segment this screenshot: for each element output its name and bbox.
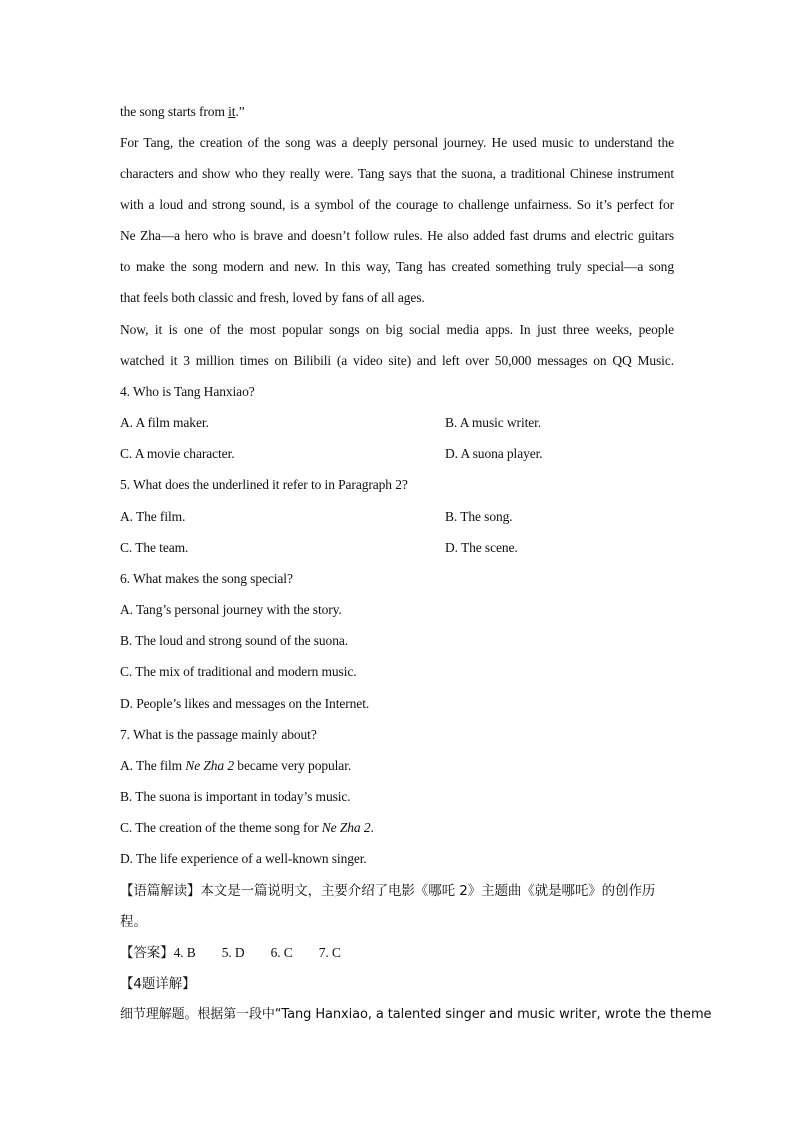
film-title: Ne Zha 2	[185, 758, 235, 773]
film-title: Ne Zha 2	[321, 820, 371, 835]
answer-5: 5. D	[221, 945, 245, 960]
text-run: .	[370, 820, 374, 835]
option-b: B. The loud and strong sound of the suona.	[120, 633, 349, 648]
option-d: D. The scene.	[445, 540, 518, 555]
option-b: B. The suona is important in today’s music.	[120, 789, 351, 804]
option-b: B. A music writer.	[445, 415, 542, 430]
passage-line: with a loud and strong sound, is a symbol of the courage to challenge unfairness. So it’s perfect for	[120, 197, 674, 212]
passage-line	[120, 102, 245, 122]
passage-line: characters and show who they really were. Tang says that the suona, a traditional Chinese instrument	[120, 166, 674, 181]
answer-4: 4. B	[173, 945, 196, 960]
option-d: D. The life experience of a well-known singer.	[120, 851, 367, 866]
option-a: A. The film.	[120, 509, 186, 524]
option-a: A. A film maker.	[120, 415, 209, 430]
option-c: C. The team.	[120, 540, 189, 555]
question-stem: 6. What makes the song special?	[120, 571, 293, 586]
question-stem: 5. What does the underlined it refer to in Paragraph 2?	[120, 477, 408, 492]
passage-line: watched it 3 million times on Bilibili (a video site) and left over 50,000 messages on QQ Music.	[120, 353, 674, 368]
question-stem: 7. What is the passage mainly about?	[120, 727, 317, 742]
detail-title: 【4题详解】	[120, 976, 196, 992]
option-d: D. People’s likes and messages on the Internet.	[120, 696, 370, 711]
answer-6: 6. C	[270, 945, 293, 960]
answer-7: 7. C	[318, 945, 341, 960]
text-run: became very popular.	[234, 758, 352, 773]
option-a	[120, 756, 351, 776]
passage-line: Ne Zha—a hero who is brave and doesn’t follow rules. He also added fast drums and electric guitars	[120, 228, 674, 243]
answer-label: 【答案】	[120, 945, 174, 961]
text-run: .”	[235, 104, 245, 119]
question-stem: 4. Who is Tang Hanxiao?	[120, 384, 255, 399]
passage-line: Now, it is one of the most popular songs on big social media apps. In just three weeks, people	[120, 322, 674, 337]
answer-line	[120, 943, 341, 963]
passage-line: to make the song modern and new. In this way, Tang has created something truly special—a song	[120, 259, 674, 274]
passage-line: For Tang, the creation of the song was a deeply personal journey. He used music to understand the	[120, 135, 674, 150]
reading-analysis: 【语篇解读】本文是一篇说明文，主要介绍了电影《哪吒 2》主题曲《就是哪吒》的创作历	[120, 883, 656, 899]
option-d: D. A suona player.	[445, 446, 543, 461]
option-a: A. Tang’s personal journey with the story.	[120, 602, 342, 617]
text-run: A. The film	[120, 758, 186, 773]
option-c: C. The mix of traditional and modern music.	[120, 664, 357, 679]
text-run: C. The creation of the theme song for	[120, 820, 322, 835]
text-run: the song starts from	[120, 104, 229, 119]
passage-line: that feels both classic and fresh, loved by fans of all ages.	[120, 290, 425, 305]
reading-analysis-cont: 程。	[120, 914, 147, 930]
underlined-word: it	[228, 104, 236, 119]
option-c: C. A movie character.	[120, 446, 235, 461]
detail-explanation: 细节理解题。根据第一段中“Tang Hanxiao, a talented singer and music writer, wrote the theme	[120, 1007, 712, 1022]
option-b: B. The song.	[445, 509, 513, 524]
option-c	[120, 818, 374, 838]
